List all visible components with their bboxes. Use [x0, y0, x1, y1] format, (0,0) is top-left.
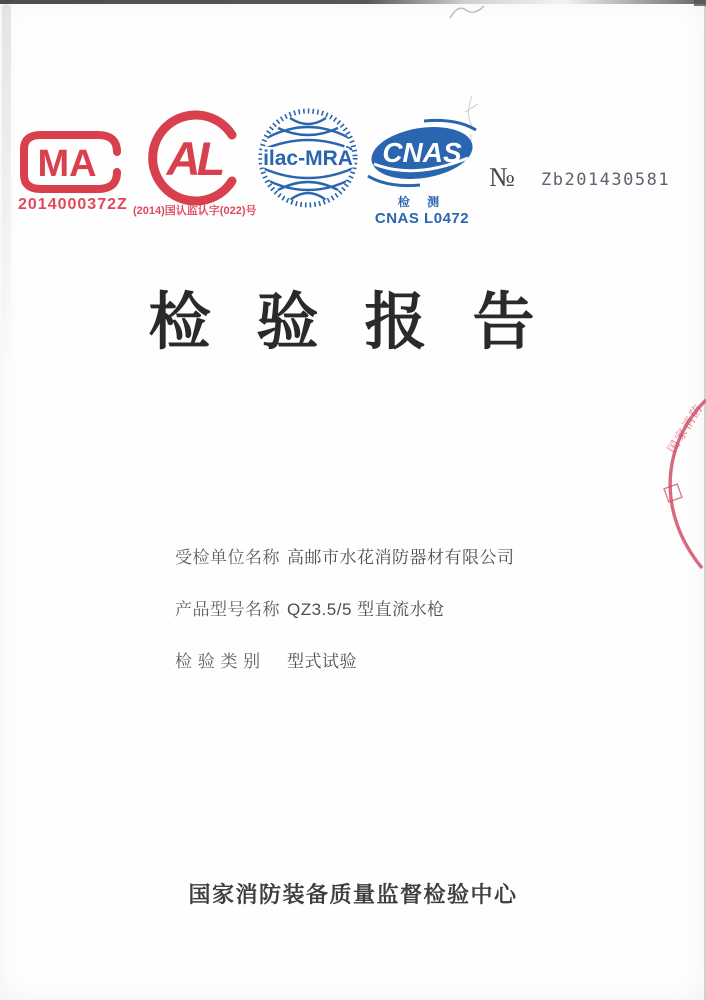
field-label: 检 验 类 别 [175, 652, 261, 671]
cma-certificate-number: 2014000372Z [18, 196, 128, 213]
al-letters: AL [166, 132, 222, 185]
field-row-product-model [175, 598, 615, 621]
issuing-organization: 国家消防装备质量监督检验中心 [188, 882, 518, 907]
cnas-logo-icon [364, 116, 480, 190]
scan-artifact-top-edge [0, 0, 706, 4]
field-label: 产品型号名称 [175, 600, 280, 619]
ilac-mra-label: ilac-MRA [263, 147, 353, 170]
pencil-mark-icon [448, 2, 490, 22]
scan-artifact-corner [694, 0, 706, 6]
ilac-mra-logo-icon [256, 106, 360, 210]
field-value: 型式试验 [287, 652, 357, 671]
field-value: 高邮市水花消防器材有限公司 [287, 548, 515, 567]
cnas-name: CNAS [382, 137, 462, 168]
field-label: 受检单位名称 [175, 548, 280, 567]
field-value: QZ3.5/5 型直流水枪 [287, 600, 445, 619]
field-row-inspected-unit [175, 546, 615, 569]
report-number: Zb201430581 [541, 170, 671, 190]
al-accreditation-logo-icon [140, 108, 248, 208]
cnas-logo-block [364, 116, 480, 227]
al-certificate-number: (2014)国认监认字(022)号 [133, 205, 257, 217]
field-row-inspection-category [175, 650, 615, 673]
cnas-tagline: 检 测 [397, 195, 447, 209]
seal-text: 国家消防 [664, 400, 706, 456]
report-no-symbol: № [489, 162, 515, 192]
cnas-lab-code: CNAS L0472 [374, 210, 470, 227]
cma-logo-icon [14, 126, 136, 198]
cma-letters: MA [37, 143, 97, 185]
report-fields [175, 546, 615, 702]
red-seal-stamp-icon [640, 398, 706, 570]
report-title: 检验报告 [148, 288, 581, 357]
